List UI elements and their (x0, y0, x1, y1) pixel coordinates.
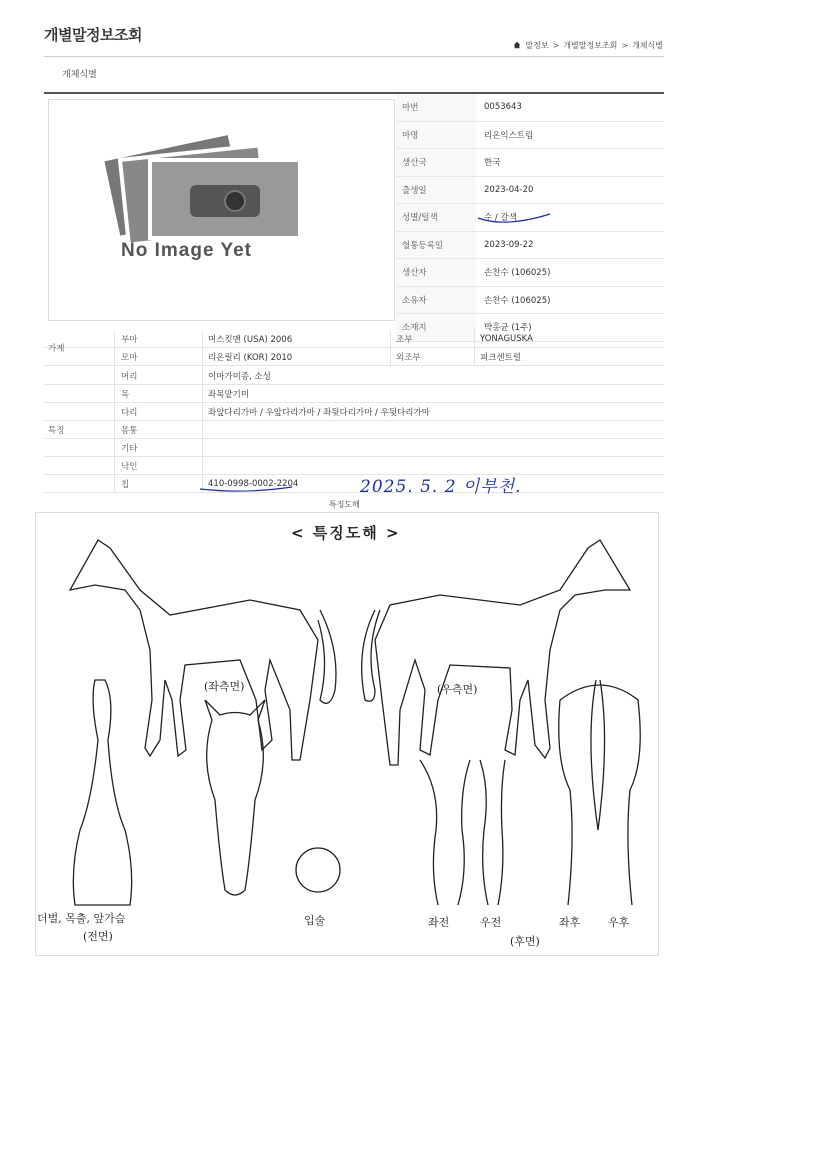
label-front: (전면) (83, 930, 113, 943)
label-right-hind: 우후 (608, 916, 630, 929)
dam-value: 리온릴리 (KOR) 2010 (208, 352, 293, 363)
no-image-text: No Image Yet (121, 240, 252, 261)
label: 혈통등록일 (396, 232, 476, 259)
value: 0053643 (484, 102, 522, 113)
sire-label: 부마 (121, 334, 138, 345)
label-left-hind: 좌후 (559, 916, 581, 929)
label: 마번 (396, 94, 476, 121)
feature-label: 기타 (121, 443, 138, 454)
label: 소유자 (396, 287, 476, 314)
label-left-side: (좌측면) (204, 680, 245, 693)
value: 박홍균 (1주) (484, 323, 532, 334)
label: 출생일 (396, 177, 476, 204)
feature-label: 낙인 (121, 461, 138, 472)
tab-identification[interactable]: 개체식별 (62, 70, 97, 80)
feature-value: 이마가미종, 소성 (208, 371, 271, 382)
right-side-horse (362, 540, 630, 765)
damsire-value: 피크센트럴 (480, 352, 522, 363)
label-front-parts: 더벌, 목출, 앞가슴 (37, 912, 126, 925)
features-group-label: 특징 (48, 426, 65, 436)
grandsire-value: YONAGUSKA (480, 333, 533, 344)
value: 리온익스트림 (484, 130, 534, 141)
lips (296, 848, 340, 892)
feature-value: 좌앞다리가마 / 우앞다리가마 / 좌뒷다리가마 / 우뒷다리가마 (208, 407, 430, 418)
front-head (205, 700, 265, 895)
front-legs (420, 760, 505, 905)
value: 한국 (484, 158, 501, 169)
breadcrumb-separator: > (621, 41, 629, 50)
page-title: 개별말정보조회 (44, 26, 142, 44)
feature-label: 칩 (121, 479, 130, 490)
feature-label: 다리 (121, 407, 138, 418)
value: 손찬수 (106025) (484, 268, 551, 279)
breadcrumb-separator: > (552, 41, 560, 50)
label: 생산자 (396, 259, 476, 286)
label: 성별/털색 (396, 204, 476, 231)
label-right-side: (우측면) (437, 683, 478, 696)
front-body (73, 680, 131, 905)
breadcrumb-item-1[interactable]: 말정보 (525, 41, 549, 50)
value: 수 / 갈색 (484, 213, 517, 224)
breadcrumb-item-2[interactable]: 개별말정보조회 (563, 41, 618, 50)
value: 2023-04-20 (484, 184, 534, 195)
label-left-fore: 좌전 (428, 916, 450, 929)
sire-value: 머스킷맨 (USA) 2006 (208, 334, 293, 345)
label: 소재지 (396, 314, 476, 341)
feature-label: 머리 (121, 371, 138, 382)
label: 생산국 (396, 149, 476, 176)
label: 마명 (396, 122, 476, 149)
label-lips: 입술 (304, 914, 326, 927)
feature-value: 410-0998-0002-2204 (208, 478, 299, 489)
breadcrumb-item-3[interactable]: 개체식별 (632, 41, 663, 50)
dam-label: 모마 (121, 352, 138, 363)
feature-value: 좌목맡기미 (208, 389, 250, 400)
damsire-label: 외조부 (396, 352, 421, 363)
handwritten-signature-date: 2025. 5. 2 이부천. (360, 477, 522, 497)
label-rear: (후면) (510, 935, 540, 948)
feature-label: 몸통 (121, 425, 138, 436)
diagram-title: < 특징도해 > (291, 524, 401, 542)
feature-label: 목 (121, 389, 130, 400)
pedigree-group-label: 가계 (48, 344, 65, 354)
label-right-fore: 우전 (480, 916, 502, 929)
value: 손찬수 (106025) (484, 295, 551, 306)
rear-view (559, 680, 640, 905)
value: 2023-09-22 (484, 239, 534, 250)
grandsire-label: 조부 (396, 334, 413, 345)
diagram-caption: 특징도해 (329, 500, 360, 509)
